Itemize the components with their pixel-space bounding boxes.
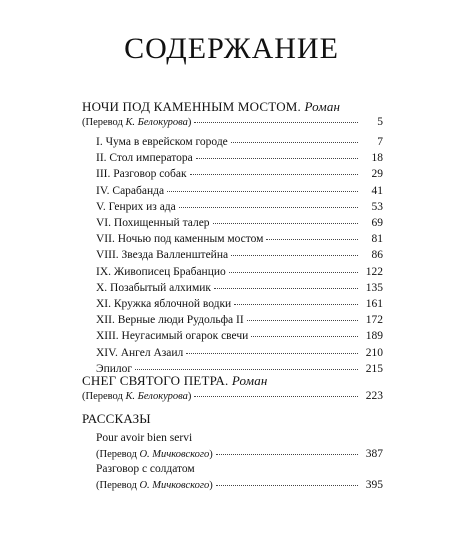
- dot-leader: [135, 368, 358, 370]
- page-number: 81: [371, 233, 383, 246]
- chapter-title: IV. Сарабанда: [96, 184, 165, 197]
- dot-leader: [216, 484, 358, 486]
- toc-entry-chapter[interactable]: [96, 153, 383, 165]
- dot-leader: [251, 335, 358, 337]
- section-heading-snow: [82, 374, 268, 387]
- page-number: 210: [365, 346, 383, 359]
- page-number: 122: [365, 265, 383, 278]
- section-heading-stories: РАССКАЗЫ: [82, 411, 151, 426]
- chapter-title: VII. Ночью под каменным мостом: [96, 233, 264, 246]
- toc-entry-chapter[interactable]: [96, 234, 383, 246]
- chapter-title: X. Позабытый алхимик: [96, 281, 211, 294]
- dot-leader: [231, 254, 358, 256]
- toc-entry-chapter[interactable]: [96, 315, 383, 327]
- dot-leader: [266, 238, 358, 240]
- page-number: 53: [371, 200, 383, 213]
- page-number: 69: [371, 217, 383, 229]
- toc-entry-chapter[interactable]: [96, 218, 383, 230]
- dot-leader: [234, 303, 358, 305]
- dot-leader: [213, 222, 358, 224]
- toc-entry-chapter[interactable]: [96, 299, 383, 311]
- dot-leader: [194, 121, 358, 123]
- page-number: 215: [365, 362, 383, 375]
- toc-entry-chapter[interactable]: [96, 186, 383, 198]
- toc-entry-story-1[interactable]: (Перевод О. Мичковского) 387: [96, 448, 383, 460]
- toc-entry-story-2[interactable]: (Перевод О. Мичковского) 395: [96, 479, 383, 491]
- section-heading-nights: [82, 100, 340, 113]
- chapter-title: I. Чума в еврейском городе: [96, 136, 228, 148]
- page-number: 189: [365, 330, 383, 343]
- page-number: 7: [377, 136, 383, 148]
- section-title: НОЧИ ПОД КАМЕННЫМ МОСТОМ.: [82, 99, 302, 114]
- toc-entry-chapter[interactable]: [96, 348, 383, 360]
- chapter-title: XII. Верные люди Рудольфа II: [96, 314, 244, 327]
- chapter-title: XIII. Неугасимый огарок свечи: [96, 330, 249, 343]
- page-number: 223: [365, 390, 383, 402]
- section-title: СНЕГ СВЯТОГО ПЕТРА.: [82, 373, 229, 388]
- dot-leader: [194, 395, 358, 397]
- section-genre: Роман: [231, 373, 268, 388]
- chapter-title: XI. Кружка яблочной водки: [96, 298, 232, 310]
- page-number: 5: [377, 116, 383, 128]
- toc-entry-snow-translator[interactable]: (Перевод К. Белокурова) 223: [82, 390, 383, 402]
- section-genre: Роман: [304, 99, 341, 114]
- chapter-title: III. Разговор собак: [96, 168, 187, 181]
- page-number: 395: [365, 479, 383, 491]
- chapter-title: Эпилог: [96, 362, 133, 375]
- page-number: 18: [371, 152, 383, 165]
- dot-leader: [167, 190, 358, 192]
- page-number: 86: [371, 249, 383, 262]
- dot-leader: [196, 157, 358, 159]
- toc-entry-chapter[interactable]: [96, 202, 383, 214]
- toc-entry-chapter[interactable]: [96, 250, 383, 262]
- dot-leader: [231, 141, 358, 143]
- chapter-title: IX. Живописец Брабанцио: [96, 265, 226, 278]
- page-title: СОДЕРЖАНИЕ: [124, 32, 339, 65]
- toc-entry-chapter[interactable]: [96, 267, 383, 279]
- dot-leader: [229, 271, 358, 273]
- dot-leader: [247, 319, 358, 321]
- dot-leader: [179, 206, 358, 208]
- page-number: 41: [371, 184, 383, 197]
- dot-leader: [214, 287, 358, 289]
- page-number: 172: [365, 314, 383, 327]
- dot-leader: [190, 173, 358, 175]
- story-title: Pour avoir bien servi: [96, 432, 193, 444]
- dot-leader: [216, 453, 358, 455]
- page-number: 29: [371, 168, 383, 181]
- story-title: Разговор с солдатом: [96, 463, 195, 475]
- toc-entry-nights-translator[interactable]: (Перевод К. Белокурова) 5: [82, 116, 383, 128]
- page-number: 135: [365, 281, 383, 294]
- chapter-title: V. Генрих из ада: [96, 200, 176, 213]
- toc-entry-chapter[interactable]: [96, 283, 383, 295]
- chapter-title: VI. Похищенный талер: [96, 217, 210, 229]
- toc-entry-chapter[interactable]: [96, 169, 383, 181]
- chapter-title: II. Стол императора: [96, 152, 193, 165]
- toc-entry-chapter[interactable]: [96, 331, 383, 343]
- toc-entry-chapter[interactable]: [96, 137, 383, 149]
- page-number: 161: [365, 298, 383, 310]
- dot-leader: [186, 352, 358, 354]
- chapter-title: VIII. Звезда Валленштейна: [96, 249, 229, 262]
- chapter-title: XIV. Ангел Азаил: [96, 346, 184, 359]
- page-number: 387: [365, 448, 383, 460]
